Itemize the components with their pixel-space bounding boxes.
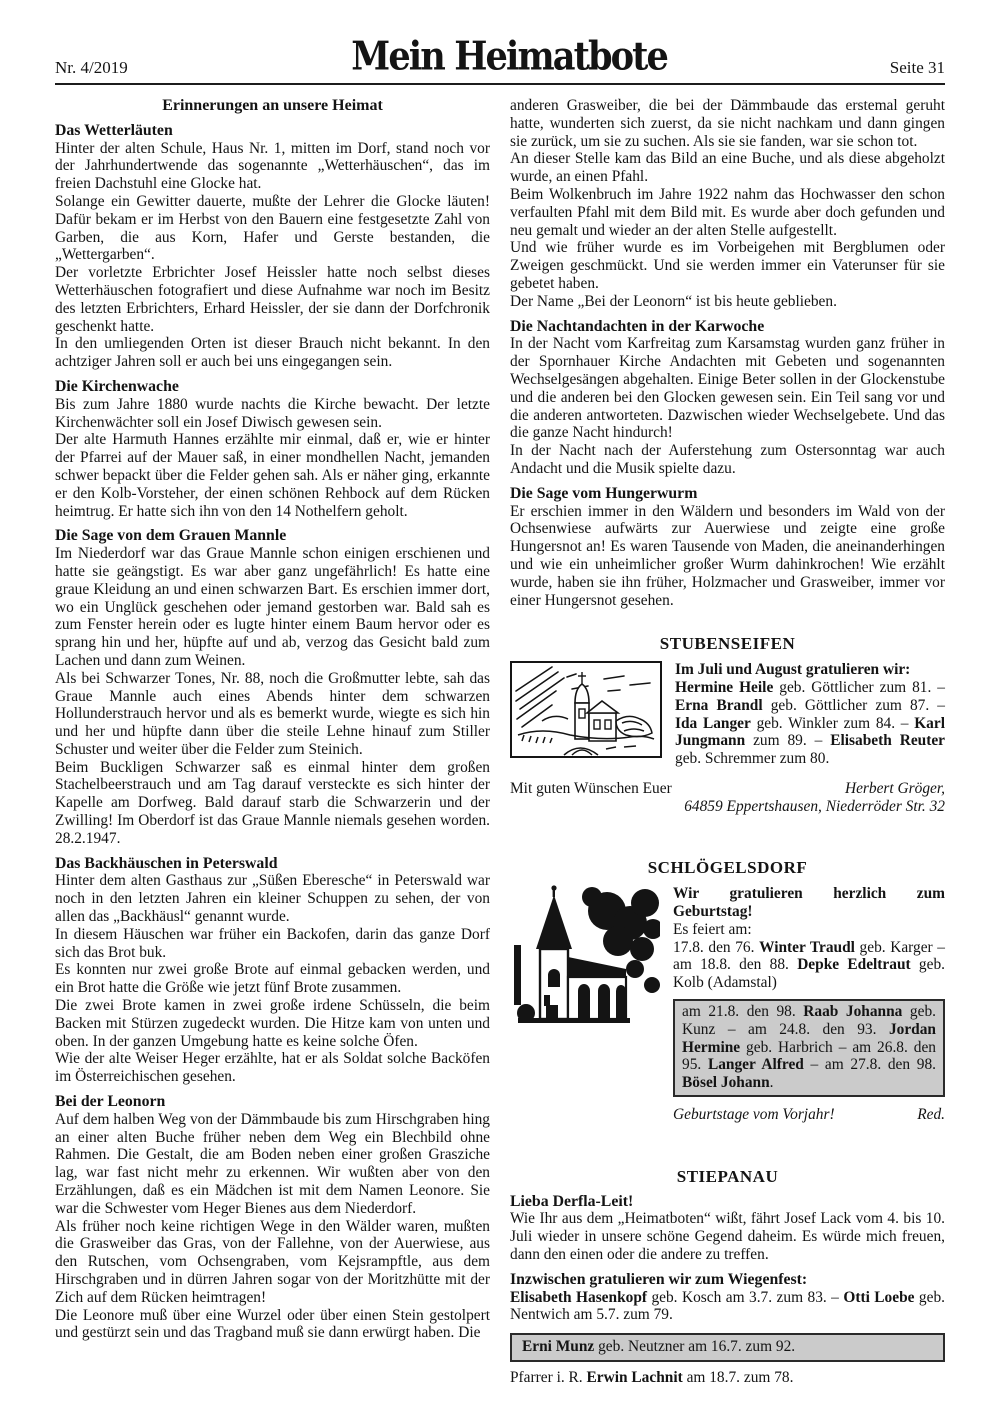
congrats-intro: Im Juli und August gratulieren wir:: [675, 661, 911, 679]
paragraph: Bis zum Jahre 1880 wurde nachts die Kirche bewacht. Der letzte Kirchenwächter soll ein Josef Diwisch gewesen sein.: [55, 395, 490, 431]
paragraph: anderen Grasweiber, die bei der Dämmbaude das erstemal geruht hatte, wunderten sich zuerst, da sie nicht nachkam und dann gingen sie zurück, um sie zu suchen. Als sie sie fanden, war sie schon tot.: [510, 97, 945, 150]
article-columns: [55, 97, 945, 1387]
paragraph: Die zwei Brote kamen in zwei große irdene Schüsseln, die beim Backen mit Stürzen zugedeckt wurden. Die Hitze kam von unten und oben. In der ganzen Umgebung hatte es keine solche Öfen.: [55, 997, 490, 1050]
birthday-names: Hermine Heile geb. Göttlicher zum 81. – Erna Brandl geb. Göttlicher zum 87. – Ida Langer geb. Winkler zum 84. – Karl Jungmann zum 89. – Elisabeth Reuter geb. Schremmer zum 80.: [675, 678, 946, 768]
signature-name: Herbert Gröger,: [844, 779, 945, 797]
paragraph: Wie der alte Weiser Heger erzählte, hat er als Soldat solche Backöfen im Österreichischen gesehen.: [55, 1050, 490, 1086]
paragraph: Hinter der alten Schule, Haus Nr. 1, mitten im Dorf, stand noch vor der Jahrhundertwende das sogenannte „Wetterhäuschen“, das im freien Dachstuhl eine Glocke hat.: [55, 139, 490, 193]
paragraph: Als früher noch keine richtigen Wege in den Wälder waren, mußten die Grasweiber das Gras, von der Fallehne, von der Auerwiese, aus den Rutschen, vom Ochsengraben, vom Kejsrampftle, aus dem Hirschgraben und in dürren Jahren sogar von der Moritzhütte mit der Zich auf dem Rücken heimtragen!: [55, 1217, 490, 1306]
village-title-stiepanau: STIEPANAU: [676, 1166, 779, 1186]
paragraph: Der Name „Bei der Leonorn“ ist bis heute geblieben.: [510, 292, 837, 310]
header-rule: [55, 83, 945, 85]
article-main-title: Erinnerungen an unsere Heimat: [162, 97, 383, 114]
section-heading: Bei der Leonorn: [55, 1093, 166, 1111]
paragraph: Die Leonore muß über eine Wurzel oder über einen Stein gestolpert und gestürzt sein und das Tragband muß sie dann erwürgt haben. Die: [55, 1306, 490, 1342]
highlight-birthday-box: Erni Munz geb. Neutzner am 16.7. zum 92.: [510, 1333, 945, 1362]
paragraph: Wie Ihr aus dem „Heimatboten“ wißt, fährt Josef Lack vom 4. bis 10. Juli wieder in unsere schöne Gegend daheim. Es würde mich freuen, dann den einen oder die andere zu treffen.: [510, 1210, 945, 1264]
section-heading: Die Sage von dem Grauen Mannle: [55, 527, 287, 545]
right-column: [510, 97, 945, 1387]
village-title-schloegelsdorf: SCHLÖGELSDORF: [647, 858, 808, 878]
church-woodcut-image: [510, 885, 660, 1063]
paragraph: Hinter dem alten Gasthaus zur „Süßen Eberesche“ in Peterswald war noch in den letzten Jahren ein kleiner Schuppen zu sehen, der von allen das „Backhäusl“ genannt wurde.: [55, 872, 490, 926]
village-title-stubenseifen: STUBENSEIFEN: [659, 634, 796, 654]
previous-year-birthdays-box: am 21.8. den 98. Raab Johanna geb. Kunz – am 24.8. den 93. Jordan Hermine geb. Harbrich – am 26.8. den 95. Langer Alfred – am 27.8. den 98. Bösel Johann.: [673, 999, 945, 1097]
signature-address: 64859 Eppertshausen, Niederröder Str. 32: [684, 797, 945, 815]
closing-wishes: Mit guten Wünschen Euer: [510, 779, 672, 797]
paragraph: Auf dem halben Weg von der Dämmbaude bis zum Hirschgraben hing an einer alten Buche früher neben dem Weg ein Blechbild ohne Rahmen. Die Gestalt, die am Boden neben einer großen Grasziche lag, war fast nicht mehr zu erkennen. Wir wußten aber von den Erzählungen, daß es ein Mädchen ist mit dem Namen Leonore. Sie war die Schwester vom Heger Bienes aus dem Niederdorf.: [55, 1110, 490, 1217]
issue-number: Nr. 4/2019: [55, 58, 128, 77]
paragraph: In der Nacht vom Karfreitag zum Karsamstag wurden ganz früher in der Spornhauer Kirche Andachten mit Gebeten und sogenannten Wechselgesängen abgehalten. Einige Beter sollen in der Glockenstube und die anderen bei den Glocken gewesen sein. Ein Teil sang vor und die anderen antworteten. Dazwischen wieder Wechselgebete. Und das die ganze Nacht hindurch!: [510, 335, 945, 442]
box-footer-red: Red.: [917, 1106, 945, 1124]
paragraph: In der Nacht nach der Auferstehung zum Ostersonntag war auch Andacht und die Musik spielte dazu.: [510, 442, 945, 477]
paragraph: Es konnten nur zwei große Brote auf einmal gebacken werden, und ein Brot hatte die Größe wie jetzt fünf Brote zusammen.: [55, 961, 490, 997]
paragraph: Beim Buckligen Schwarzer saß es einmal hinter dem großen Stachelbeerstrauch und am Tag darauf versteckte es sich hinter der Kapelle am Dorfweg. Bald darauf starb die Schwarzerin und der Zwilling! Im Oberdorf ist das Graue Mannle niemals gesehen worden. 28.2.1947.: [55, 758, 490, 847]
section-heading: Die Nachtandachten in der Karwoche: [510, 317, 765, 335]
schloegelsdorf-block: [510, 885, 945, 1124]
paragraph: An dieser Stelle kam das Bild an eine Buche, und als diese abgeholzt wurde, an einen Pfahl.: [510, 150, 945, 186]
birthday-names: 17.8. den 76. Winter Traudl geb. Karger – am 18.8. den 88. Depke Edeltraut geb. Kolb (Adamstal): [673, 938, 945, 992]
left-column: [55, 97, 490, 1387]
paragraph: Der vorletzte Erbrichter Josef Heissler hatte noch selbst dieses Wetterhäuschen fotografiert und diese Aufnahme war noch im Besitz des letzten Erbrichters, Erhard Heissler, der sie dann der Dorfchronik geschenkt hatte.: [55, 264, 490, 335]
paragraph: Er erschien immer in den Wäldern und besonders im Wald von der Ochsenwiese aufwärts zur Auerwiese und zeigte eine große Hungersnot an! Es waren Tausende von Maden, die aneinanderhingen und wie ein unheimlicher großer Wurm dahinkrochen! Wie erzählt wurde, haben sie ihn früher, Holzmacher und Grasweiber, immer vor einer Hungersnot gesehen.: [510, 502, 945, 609]
stubenseifen-block: [510, 661, 945, 768]
box-footer-note: Geburtstage vom Vorjahr!: [673, 1106, 835, 1124]
page-header: [55, 34, 945, 78]
signature-row: [510, 780, 945, 798]
paragraph: In den umliegenden Orten ist dieser Brauch nicht bekannt. In den achtziger Jahren soll er auch bei uns eingegangen sein.: [55, 335, 490, 371]
paragraph: Solange ein Gewitter dauerte, mußte der Lehrer die Glocke läuten! Dafür bekam er im Herbst von den Bauern eine festgesetzte Zahl von Garben, die aus Korn, Hafer und Gerste bestanden, die „Wettergarben“.: [55, 192, 490, 264]
congrats-subline: Es feiert am:: [673, 920, 752, 938]
box-footer-row: [673, 1106, 945, 1124]
section-heading: Die Sage vom Hungerwurm: [510, 484, 698, 502]
salutation-heading: Lieba Derfla-Leit!: [510, 1192, 634, 1210]
birthday-names: Elisabeth Hasenkopf geb. Kosch am 3.7. zum 83. – Otti Loebe geb. Nentwich am 5.7. zum 79.: [510, 1288, 946, 1324]
birthday-names: Pfarrer i. R. Erwin Lachnit am 18.7. zum 78.: [510, 1369, 794, 1387]
masthead-title: Mein Heimatbote: [350, 32, 667, 80]
paragraph: Der alte Harmuth Hannes erzählte mir einmal, daß er, wie er hinter der Pfarrei auf der Mauer saß, in einer mondhellen Nacht, jemanden schwer bepackt über die Felder gehen sah. Als er näher ging, erkannte er den Kolb-Vorsteher, der einen schönen Rehbock auf dem Rücken heimtrug. Er hatte sich ihn von den 14 Nothelfern geholt.: [55, 431, 490, 520]
schloegelsdorf-text: [673, 885, 945, 1124]
section-heading: Die Kirchenwache: [55, 377, 179, 395]
congrats-heading: Inzwischen gratulieren wir zum Wiegenfest:: [510, 1270, 808, 1288]
page-number: Seite 31: [889, 58, 945, 77]
paragraph: In diesem Häuschen war früher ein Backofen, darin das ganze Dorf sich das Brot buk.: [55, 925, 490, 961]
paragraph: Und wie früher wurde es im Vorbeigehen mit Bergblumen oder Zweigen geschmückt. Und sie werden immer ein Vaterunser für sie gebetet haben.: [510, 239, 945, 292]
paragraph: Beim Wolkenbruch im Jahre 1922 nahm das Hochwasser den schon verfaulten Pfahl mit dem Bild mit. Es wurde aber doch gefunden und neu gemalt und wieder an der alten Stelle aufgestellt.: [510, 185, 945, 239]
stubenseifen-text: [675, 661, 945, 768]
village-church-sketch-image: [510, 661, 662, 758]
section-heading: Das Wetterläuten: [55, 121, 173, 139]
paragraph: Als bei Schwarzer Tones, Nr. 88, noch die Großmutter lebte, sah das Graue Mannle auch eines Abends hinter dem schwarzen Hollunderstrauch hervor und als es bemerkt wurde, wiegte es sich hin und her und hüpfte dann über die steile Lehne hinauf zum Stiller Schuster und weiter über die Felder zum Steinich.: [55, 669, 490, 758]
section-heading: Das Backhäuschen in Peterswald: [55, 854, 278, 872]
congrats-intro: Wir gratulieren herzlich zum Geburtstag!: [673, 885, 945, 921]
paragraph: Im Niederdorf war das Graue Mannle schon einigen erschienen und hatte sie geängstigt. Es war aber ganz ungefährlich! Es hatte eine graue Kleidung an und einen schwarzen Bart. Es erschien immer dort, wo ein Unglück geschehen oder jemand gestorben war. Bald sah es zum Fenster herein oder es lugte hinter einem Baum hervor oder es sprang hin und her, hüpfte auf und ab, verzog das Gesicht bald zum Lachen und dann zum Weinen.: [55, 545, 490, 669]
